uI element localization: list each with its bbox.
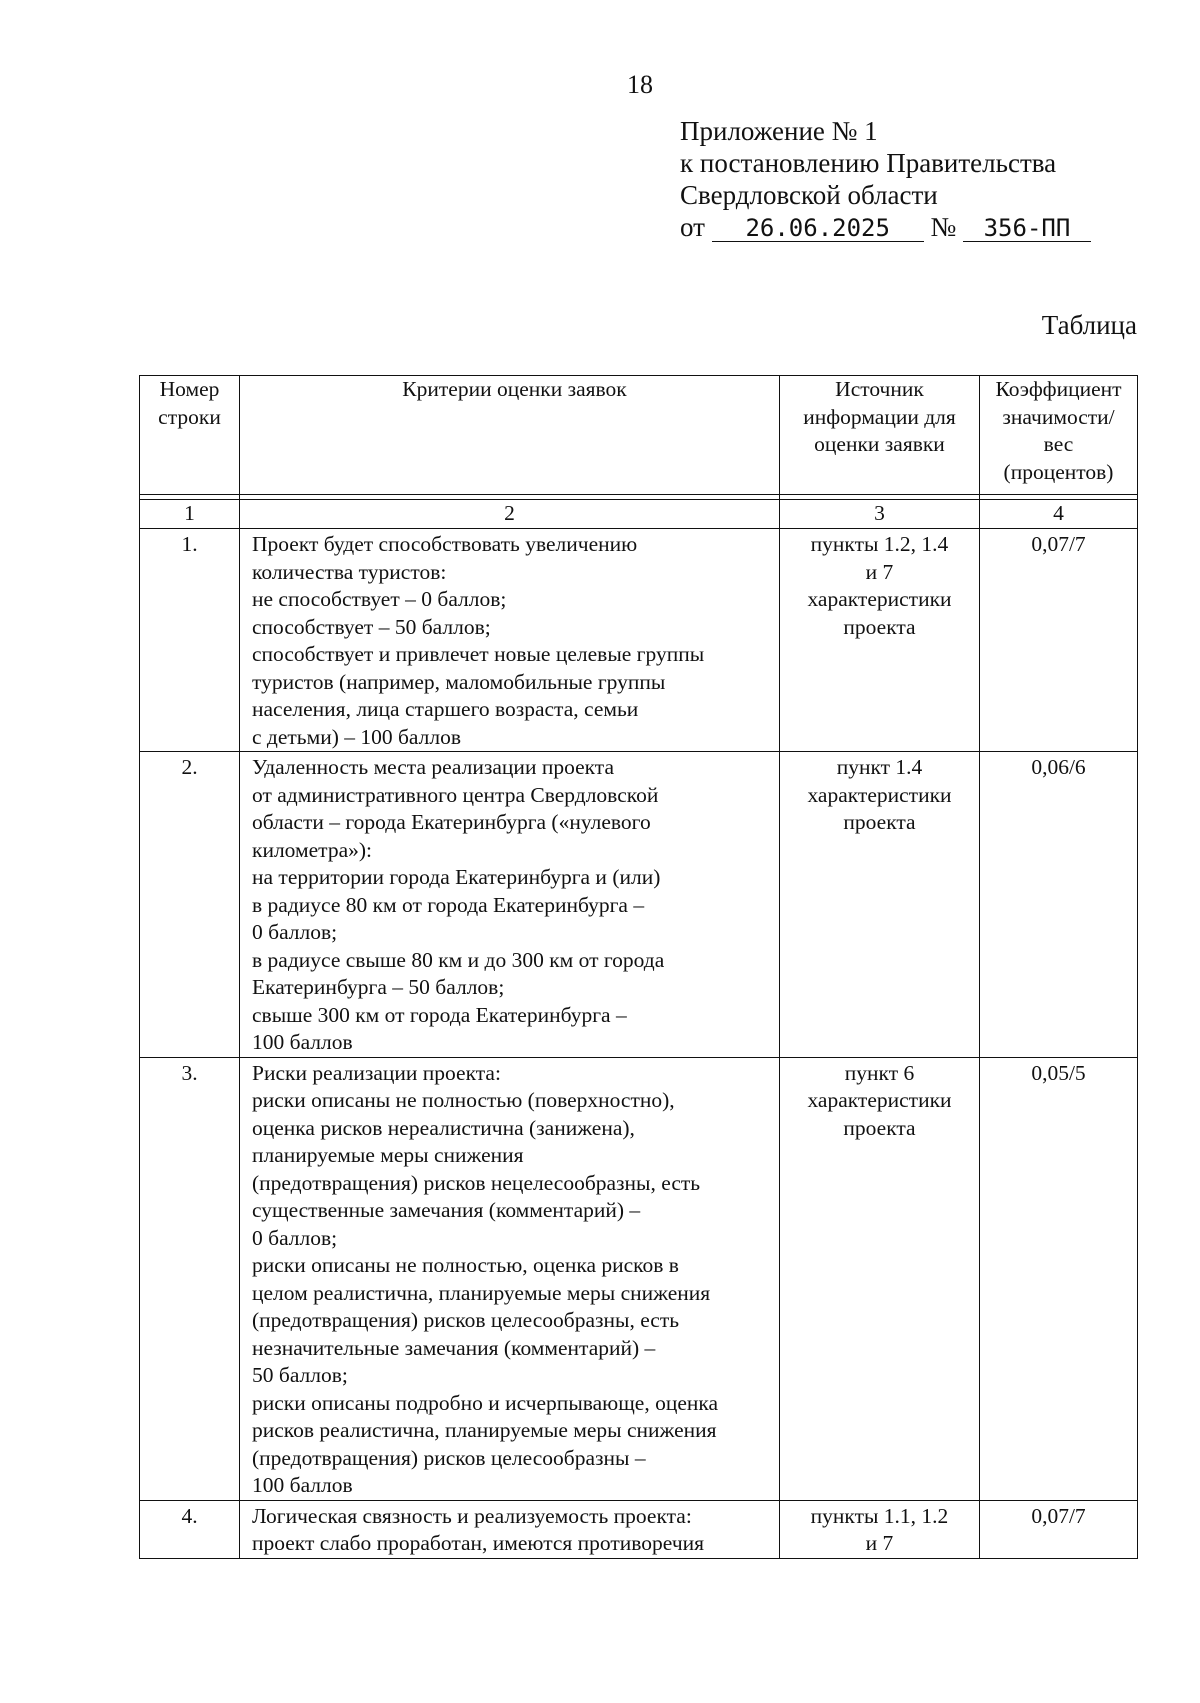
number-prefix: № bbox=[930, 212, 957, 242]
header-row-number: Номер строки bbox=[140, 376, 240, 495]
row-number: 1. bbox=[140, 529, 240, 752]
weight-cell: 0,05/5 bbox=[980, 1057, 1138, 1500]
column-numbers-row bbox=[140, 500, 1138, 529]
criteria-cell: Проект будет способствовать увеличению количества туристов: не способствует – 0 баллов; способствует – 50 баллов; способствует и привлечет новые целевые группы туристов (например, маломобильные группы населения, лица старшего возраста, семьи с детьми) – 100 баллов bbox=[240, 529, 780, 752]
column-number: 2 bbox=[240, 500, 780, 529]
source-cell: пункты 1.1, 1.2 и 7 bbox=[780, 1500, 980, 1558]
appendix-line: Приложение № 1 bbox=[680, 116, 878, 146]
source-cell: пункт 1.4 характеристики проекта bbox=[780, 752, 980, 1058]
header-source: Источник информации для оценки заявки bbox=[780, 376, 980, 495]
resolution-number: 356-ПП bbox=[963, 215, 1091, 242]
appendix-line: Свердловской области bbox=[680, 180, 938, 210]
criteria-cell: Удаленность места реализации проекта от административного центра Свердловской области – города Екатеринбурга («нулевого километра»): на территории города Екатеринбурга и (или) в радиусе 80 км от города Екатеринбурга – 0 баллов; в радиусе свыше 80 км и до 300 км от города Екатеринбурга – 50 баллов; свыше 300 км от города Екатеринбурга – 100 баллов bbox=[240, 752, 780, 1058]
column-number: 3 bbox=[780, 500, 980, 529]
table-row bbox=[140, 1057, 1138, 1500]
weight-cell: 0,07/7 bbox=[980, 529, 1138, 752]
appendix-block bbox=[680, 115, 1120, 243]
row-number: 2. bbox=[140, 752, 240, 1058]
appendix-line: к постановлению Правительства bbox=[680, 148, 1057, 178]
header-criteria: Критерии оценки заявок bbox=[240, 376, 780, 495]
criteria-cell: Логическая связность и реализуемость проекта: проект слабо проработан, имеются противоречия bbox=[240, 1500, 780, 1558]
column-number: 4 bbox=[980, 500, 1138, 529]
row-number: 4. bbox=[140, 1500, 240, 1558]
criteria-table bbox=[139, 375, 1138, 1559]
appendix-date-row bbox=[680, 211, 1120, 243]
weight-cell: 0,07/7 bbox=[980, 1500, 1138, 1558]
criteria-cell: Риски реализации проекта: риски описаны не полностью (поверхностно), оценка рисков нереалистична (занижена), планируемые меры снижения (предотвращения) рисков нецелесообразны, есть существенные замечания (комментарий) – 0 баллов; риски описаны не полностью, оценка рисков в целом реалистична, планируемые меры снижения (предотвращения) рисков целесообразны, есть незначительные замечания (комментарий) – 50 баллов; риски описаны подробно и исчерпывающе, оценка рисков реалистична, планируемые меры снижения (предотвращения) рисков целесообразны – 100 баллов bbox=[240, 1057, 780, 1500]
table-row bbox=[140, 529, 1138, 752]
table-row bbox=[140, 1500, 1138, 1558]
column-number: 1 bbox=[140, 500, 240, 529]
table-title: Таблица bbox=[1041, 310, 1137, 340]
date-prefix: от bbox=[680, 212, 705, 242]
source-cell: пункт 6 характеристики проекта bbox=[780, 1057, 980, 1500]
table-header-row bbox=[140, 376, 1138, 495]
table-row bbox=[140, 752, 1138, 1058]
page-number: 18 bbox=[627, 70, 653, 99]
source-cell: пункты 1.2, 1.4 и 7 характеристики проекта bbox=[780, 529, 980, 752]
header-weight: Коэффициент значимости/ вес (процентов) bbox=[980, 376, 1138, 495]
row-number: 3. bbox=[140, 1057, 240, 1500]
resolution-date: 26.06.2025 bbox=[712, 215, 924, 242]
weight-cell: 0,06/6 bbox=[980, 752, 1138, 1058]
